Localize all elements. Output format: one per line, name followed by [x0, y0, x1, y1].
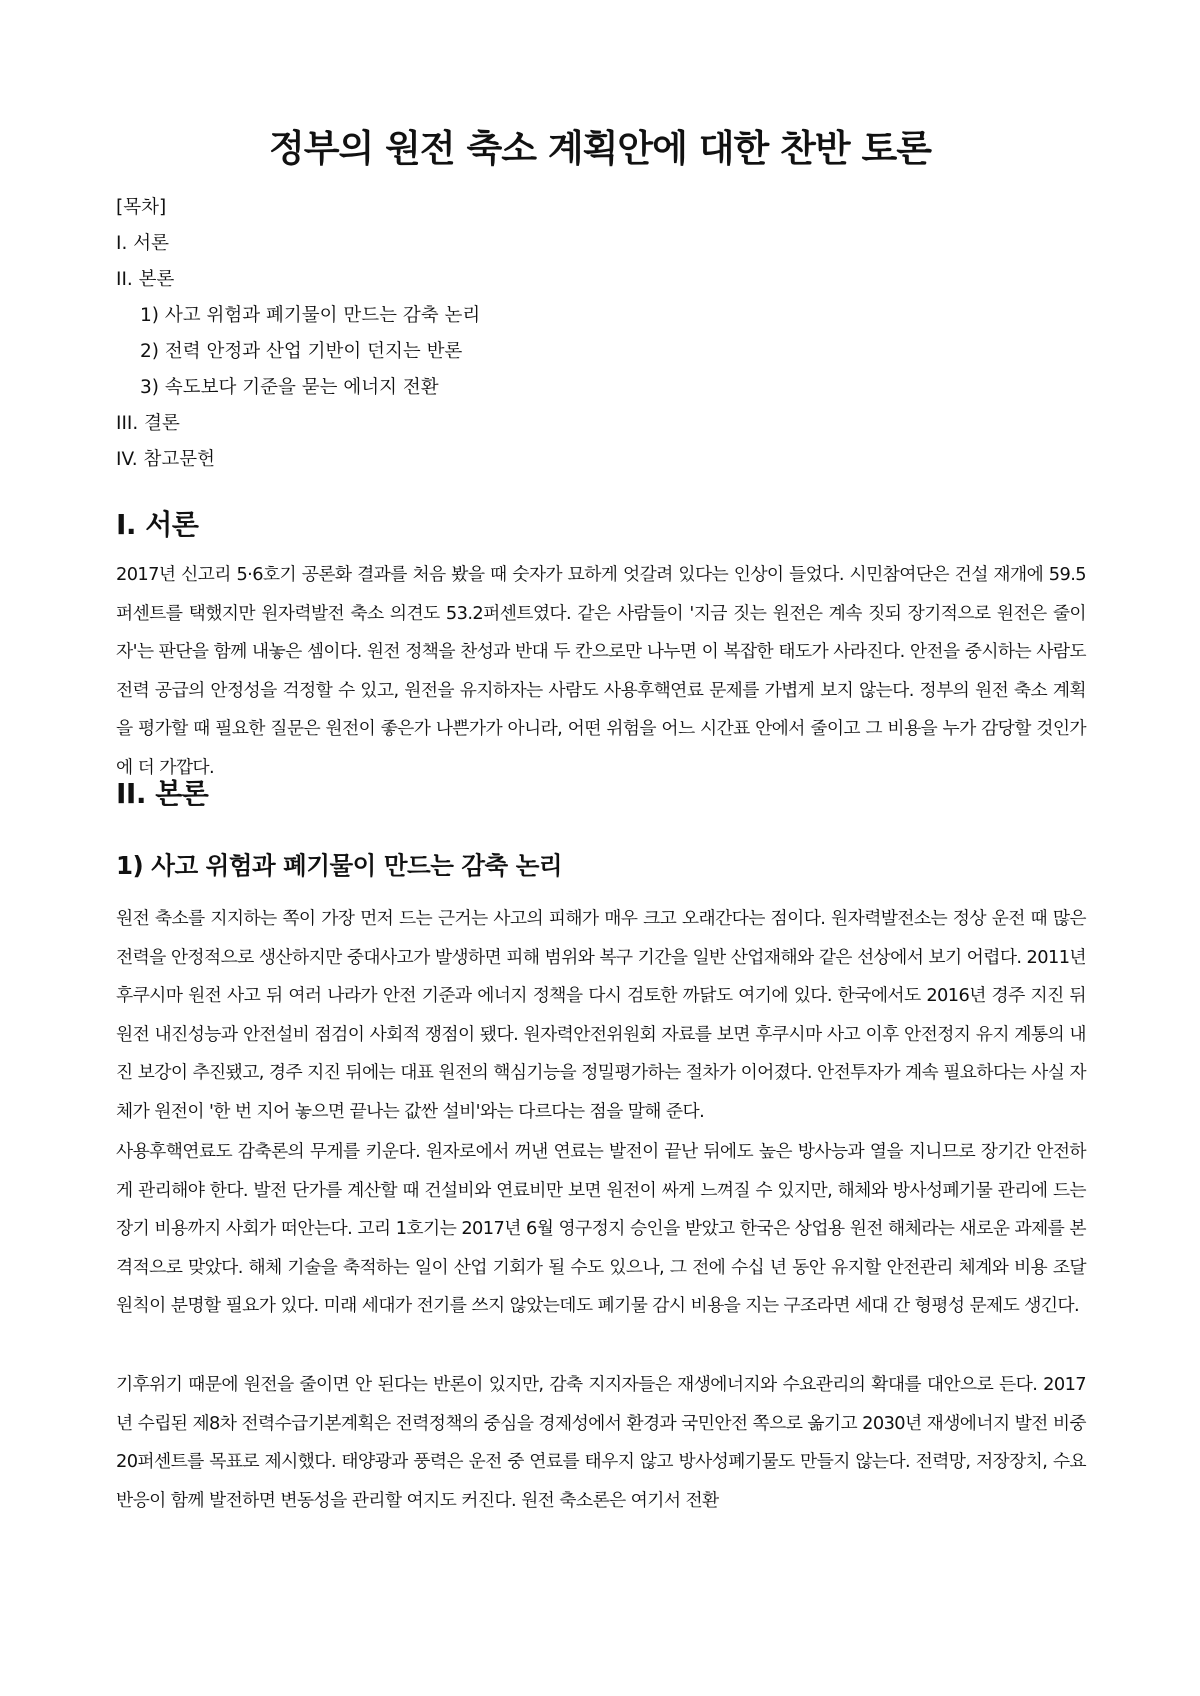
toc-item-body-3: 3) 속도보다 기준을 묻는 에너지 전환 — [140, 377, 439, 398]
body-paragraph-2: 사용후핵연료도 감축론의 무게를 키운다. 원자로에서 꺼낸 연료는 발전이 끝난 뒤에도 높은 방사능과 열을 지니므로 장기간 안전하게 관리해야 한다. 발전 단가를 계산할 때 건설비와 연료비만 보면 원전이 싸게 느껴질 수 있지만, 해체와 방사성폐기물 관리에 드는 장기 비용까지 사회가 떠안는다. 고리 1호기는 2017년 6월 영구정지 승인을 받았고 한국은 상업용 원전 해체라는 새로운 과제를 본격적으로 맞았다. 해체 기술을 축적하는 일이 산업 기회가 될 수도 있으나, 그 전에 수십 년 동안 유지할 안전관리 체계와 비용 조달 원칙이 분명할 필요가 있다. 미래 세대가 전기를 쓰지 않았는데도 폐기물 감시 비용을 지는 구조라면 세대 간 형평성 문제도 생긴다. — [116, 1141, 1086, 1317]
section-heading-body: II. 본론 — [116, 777, 209, 810]
toc-item-body-1: 1) 사고 위험과 폐기물이 만드는 감축 논리 — [140, 305, 481, 326]
toc-heading: [목차] — [116, 197, 167, 218]
toc-item-intro: I. 서론 — [116, 233, 169, 254]
toc-item-references: IV. 참고문헌 — [116, 449, 215, 470]
subsection-heading-1: 1) 사고 위험과 폐기물이 만드는 감축 논리 — [116, 851, 563, 880]
intro-paragraph: 2017년 신고리 5·6호기 공론화 결과를 처음 봤을 때 숫자가 묘하게 엇갈려 있다는 인상이 들었다. 시민참여단은 건설 재개에 59.5퍼센트를 택했지만 원자력발전 축소 의견도 53.2퍼센트였다. 같은 사람들이 '지금 짓는 원전은 계속 짓되 장기적으로 원전은 줄이자'는 판단을 함께 내놓은 셈이다. 원전 정책을 찬성과 반대 두 칸으로만 나누면 이 복잡한 태도가 사라진다. 안전을 중시하는 사람도 전력 공급의 안정성을 걱정할 수 있고, 원전을 유지하자는 사람도 사용후핵연료 문제를 가볍게 보지 않는다. 정부의 원전 축소 계획을 평가할 때 필요한 질문은 원전이 좋은가 나쁜가가 아니라, 어떤 위험을 어느 시간표 안에서 줄이고 그 비용을 누가 감당할 것인가에 더 가깝다. — [116, 564, 1086, 778]
toc-item-body-2: 2) 전력 안정과 산업 기반이 던지는 반론 — [140, 341, 463, 362]
toc-item-body: II. 본론 — [116, 269, 175, 290]
toc-item-conclusion: III. 결론 — [116, 413, 180, 434]
body-paragraph-1: 원전 축소를 지지하는 쪽이 가장 먼저 드는 근거는 사고의 피해가 매우 크고 오래간다는 점이다. 원자력발전소는 정상 운전 때 많은 전력을 안정적으로 생산하지만 중대사고가 발생하면 피해 범위와 복구 기간을 일반 산업재해와 같은 선상에서 보기 어렵다. 2011년 후쿠시마 원전 사고 뒤 여러 나라가 안전 기준과 에너지 정책을 다시 검토한 까닭도 여기에 있다. 한국에서도 2016년 경주 지진 뒤 원전 내진성능과 안전설비 점검이 사회적 쟁점이 됐다. 원자력안전위원회 자료를 보면 후쿠시마 사고 이후 안전정지 유지 계통의 내진 보강이 추진됐고, 경주 지진 뒤에는 대표 원전의 핵심기능을 정밀평가하는 절차가 이어졌다. 안전투자가 계속 필요하다는 사실 자체가 원전이 '한 번 지어 놓으면 끝나는 값싼 설비'와는 다르다는 점을 말해 준다. — [116, 908, 1086, 1122]
section-heading-intro: I. 서론 — [116, 508, 199, 541]
body-paragraph-3: 기후위기 때문에 원전을 줄이면 안 된다는 반론이 있지만, 감축 지지자들은 재생에너지와 수요관리의 확대를 대안으로 든다. 2017년 수립된 제8차 전력수급기본계획은 전력정책의 중심을 경제성에서 환경과 국민안전 쪽으로 옮기고 2030년 재생에너지 발전 비중 20퍼센트를 목표로 제시했다. 태양광과 풍력은 운전 중 연료를 태우지 않고 방사성폐기물도 만들지 않는다. 전력망, 저장장치, 수요반응이 함께 발전하면 변동성을 관리할 여지도 커진다. 원전 축소론은 여기서 전환 — [116, 1374, 1086, 1511]
document-title: 정부의 원전 축소 계획안에 대한 찬반 토론 — [269, 127, 931, 170]
